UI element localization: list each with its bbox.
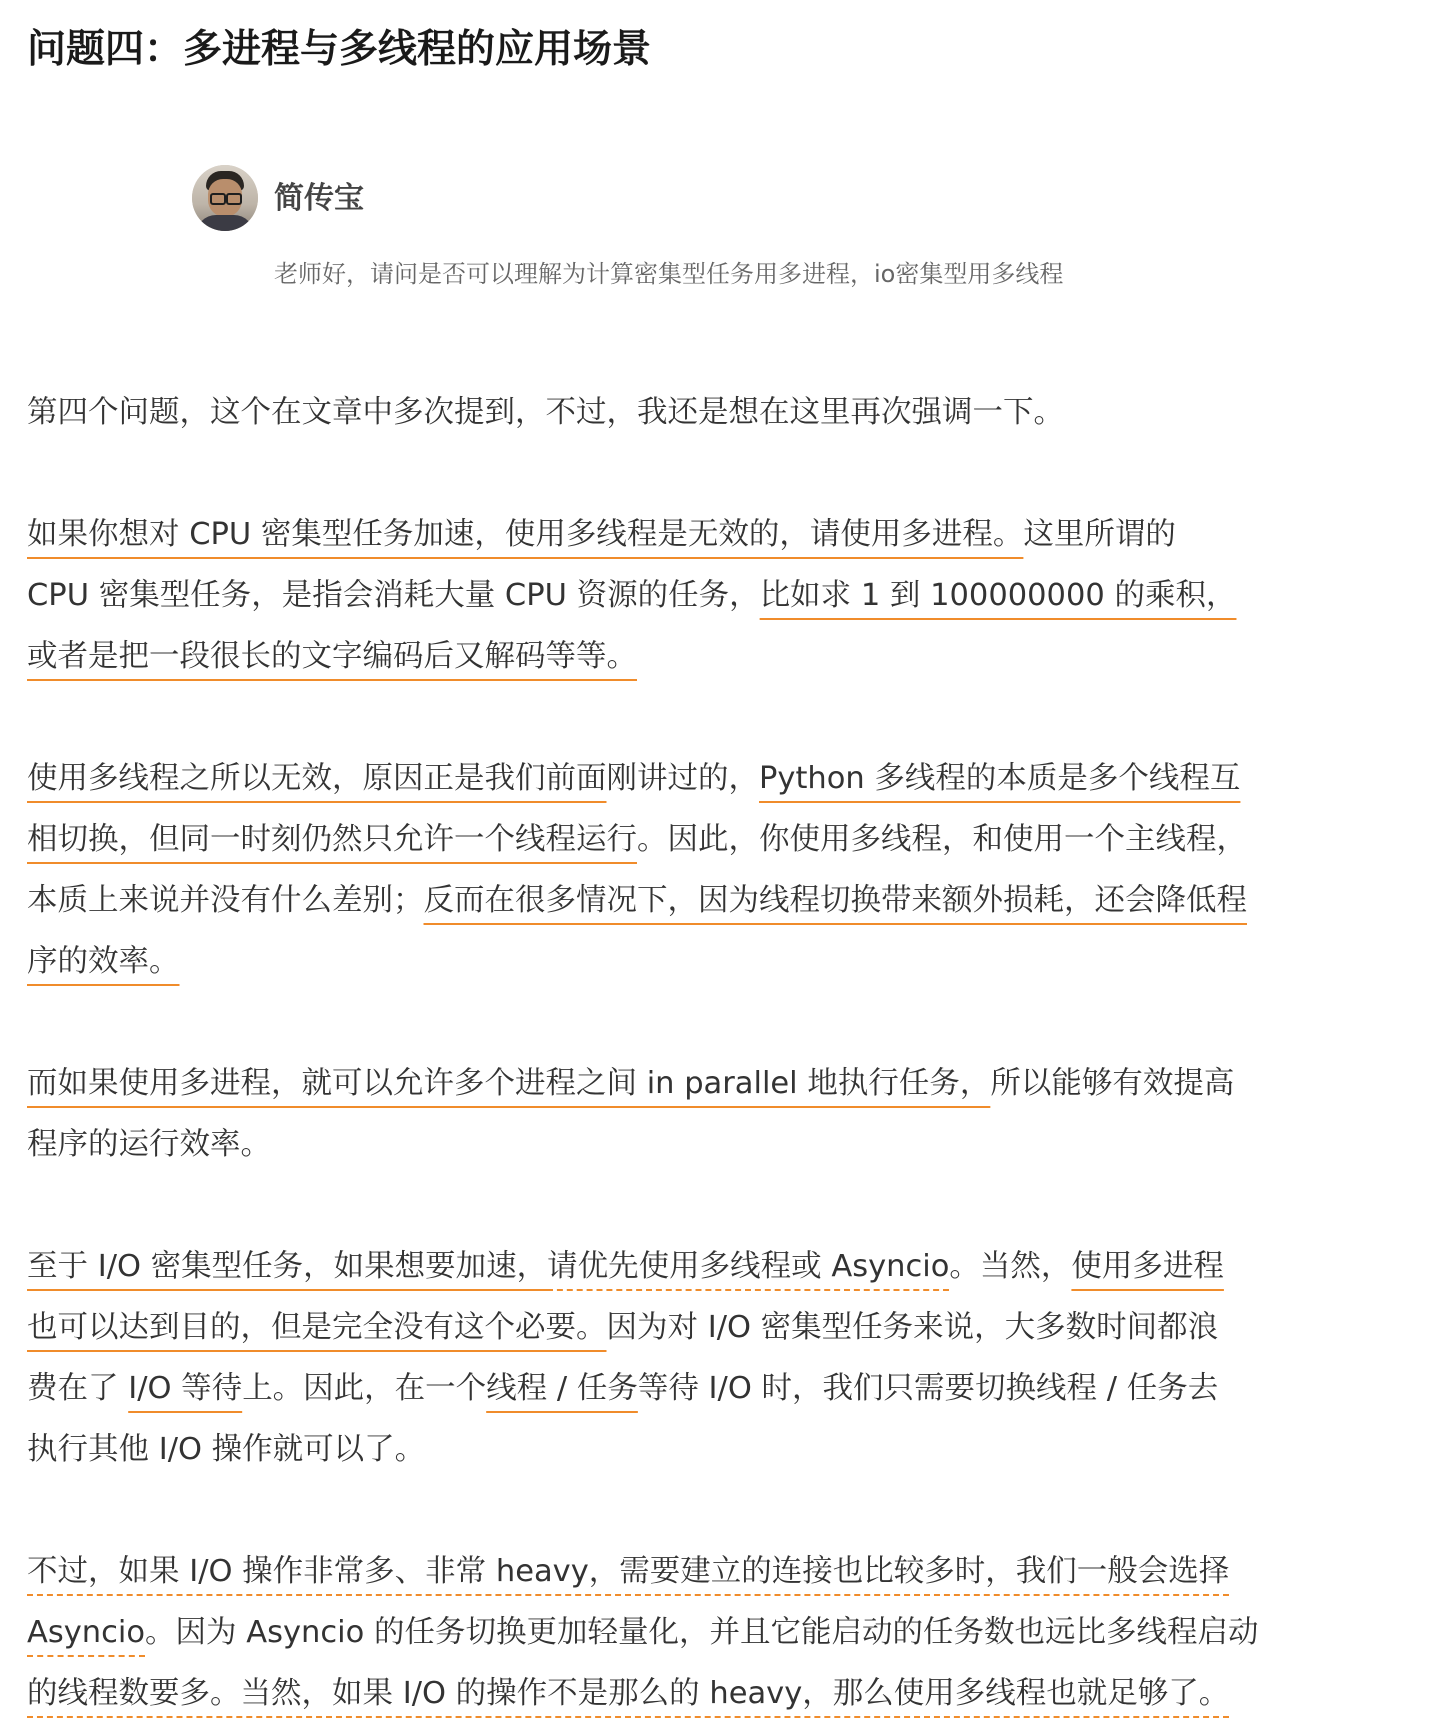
text-line (27, 565, 1422, 626)
text-segment: 刚讲过的， (606, 761, 759, 796)
text-segment: 程序的运行效率。 (27, 1127, 271, 1162)
text-segment: 这里所谓的 (1023, 517, 1176, 552)
text-segment: 因为对 I/O 密集型任务来说，大多数时间都浪 (606, 1310, 1219, 1345)
paragraph-gap (27, 687, 1422, 748)
underlined-highlight: 比如求 1 到 100000000 的乘积， (759, 578, 1237, 613)
text-segment: 上。因此，在一个 (242, 1371, 487, 1406)
underlined-highlight: 相切换，但同一时刻仍然只允许一个线程运行 (27, 822, 637, 857)
text-line (27, 1297, 1422, 1358)
paragraph (27, 1236, 1422, 1480)
paragraph (27, 504, 1422, 687)
text-line (27, 748, 1422, 809)
paragraph-gap (27, 443, 1422, 504)
dashed-underline-highlight: 不过，如果 I/O 操作非常多、非常 heavy，需要建立的连接也比较多时，我们一般会选择 (27, 1554, 1230, 1589)
text-segment: 费在了 (27, 1371, 129, 1406)
text-segment: 第四个问题，这个在文章中多次提到，不过，我还是想在这里再次强调一下。 (27, 395, 1064, 430)
paragraph (27, 1053, 1422, 1175)
underlined-highlight: Python 多线程的本质是多个线程互 (759, 761, 1241, 796)
text-line (27, 1053, 1422, 1114)
text-line (27, 1419, 1422, 1480)
underlined-highlight: 如果你想对 CPU 密集型任务加速，使用多线程是无效的，请使用多进程。 (27, 517, 1024, 552)
reader-comment (192, 165, 1192, 315)
paragraph (27, 1541, 1422, 1724)
text-segment: 。因此，你使用多线程，和使用一个主线程， (637, 822, 1247, 857)
text-line (27, 504, 1422, 565)
article-body (27, 382, 1422, 1724)
text-segment: 执行其他 I/O 操作就可以了。 (27, 1432, 426, 1467)
underlined-highlight: 至于 I/O 密集型任务，如果想要加速， (27, 1249, 548, 1284)
dashed-underline-highlight: Asyncio (27, 1615, 146, 1650)
paragraph-gap (27, 1480, 1422, 1541)
text-segment: 本质上来说并没有什么差别； (27, 883, 424, 918)
article-title: 问题四：多进程与多线程的应用场景 (27, 27, 652, 72)
underlined-highlight: 线程 / 任务 (486, 1371, 638, 1406)
text-line (27, 809, 1422, 870)
underlined-highlight: 也可以达到目的，但是完全没有这个必要。 (27, 1310, 607, 1345)
text-line (27, 382, 1422, 443)
text-line (27, 1114, 1422, 1175)
dashed-underline-highlight: 的线程数要多。当然，如果 I/O 的操作不是那么的 heavy，那么使用多线程也就足够了。 (27, 1676, 1230, 1711)
paragraph (27, 382, 1422, 443)
text-line (27, 1541, 1422, 1602)
text-line (27, 1663, 1422, 1724)
underlined-highlight: 使用多进程 (1071, 1249, 1224, 1284)
underlined-highlight: 而如果使用多进程，就可以允许多个进程之间 in parallel 地执行任务， (27, 1066, 991, 1101)
text-segment: 等待 I/O 时，我们只需要切换线程 / 任务去 (637, 1371, 1219, 1406)
comment-author[interactable]: 简传宝 (274, 181, 364, 216)
text-segment: 所以能够有效提高 (990, 1066, 1235, 1101)
underlined-highlight: I/O 等待 (128, 1371, 243, 1406)
underlined-highlight: 反而在很多情况下，因为线程切换带来额外损耗，还会降低程 (423, 883, 1247, 918)
underlined-highlight: 使用多线程之所以无效，原因正是我们前面 (27, 761, 607, 796)
avatar[interactable] (192, 165, 258, 231)
paragraph-gap (27, 992, 1422, 1053)
paragraph-gap (27, 1175, 1422, 1236)
text-line (27, 626, 1422, 687)
text-line (27, 1358, 1422, 1419)
underlined-highlight: 或者是把一段很长的文字编码后又解码等等。 (27, 639, 637, 674)
text-line (27, 1236, 1422, 1297)
underlined-highlight: 序的效率。 (27, 944, 180, 979)
text-segment: CPU 密集型任务，是指会消耗大量 CPU 资源的任务， (27, 578, 760, 613)
comment-text: 老师好，请问是否可以理解为计算密集型任务用多进程，io密集型用多线程 (274, 260, 1064, 288)
text-line (27, 1602, 1422, 1663)
text-segment: 。因为 Asyncio 的任务切换更加轻量化，并且它能启动的任务数也远比多线程启动 (145, 1615, 1259, 1650)
dashed-underline-highlight: 请优先使用多线程或 Asyncio (547, 1249, 950, 1284)
paragraph (27, 748, 1422, 992)
text-line (27, 870, 1422, 931)
text-segment: 。当然， (949, 1249, 1072, 1284)
text-line (27, 931, 1422, 992)
